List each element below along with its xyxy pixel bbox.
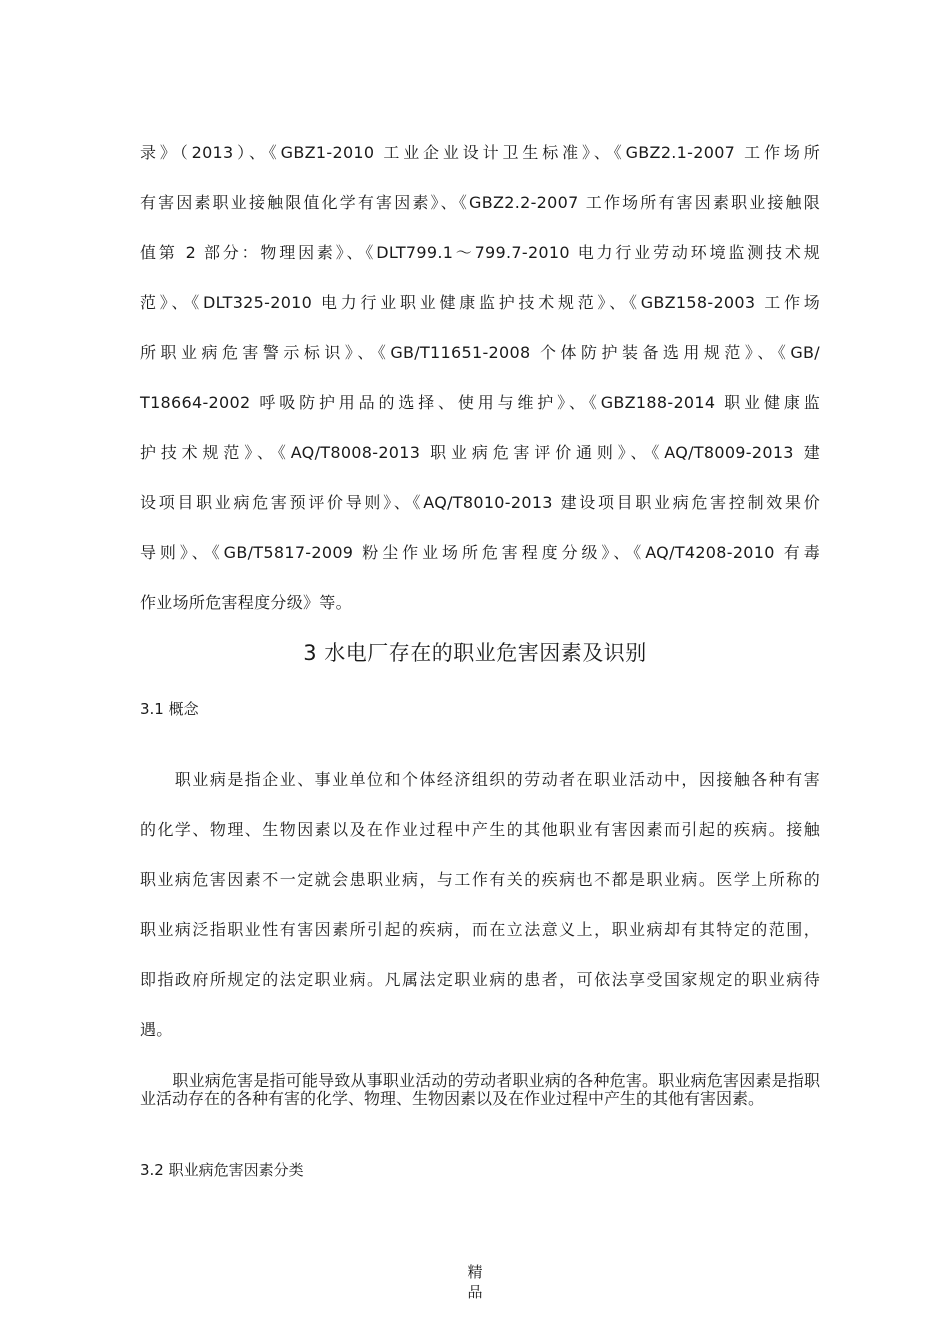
reference-line: 范》、《DLT325-2010 电力行业职业健康监护技术规范》、《GBZ158-2003 工作场 xyxy=(140,293,820,312)
reference-line: 导则》、《GB/T5817-2009 粉尘作业场所危害程度分级》、《AQ/T4208-2010 有毒 xyxy=(140,543,820,562)
subsection-title: 3.1 概念 xyxy=(140,700,199,718)
paragraph-line: 职业病是指企业、事业单位和个体经济组织的劳动者在职业活动中，因接触各种有害 xyxy=(140,770,820,789)
subsection-title: 3.2 职业病危害因素分类 xyxy=(140,1161,304,1179)
paragraph-line: 职业病泛指职业性有害因素所引起的疾病，而在立法意义上，职业病却有其特定的范围， xyxy=(140,920,820,939)
paragraph-line: 的化学、物理、生物因素以及在作业过程中产生的其他职业有害因素而引起的疾病。接触 xyxy=(140,820,820,839)
page-footer xyxy=(0,1262,950,1302)
footer-char: 精 xyxy=(467,1263,483,1281)
reference-line: 作业场所危害程度分级》等。 xyxy=(140,593,352,612)
section-heading: 3 水电厂存在的职业危害因素及识别 xyxy=(303,641,647,665)
paragraph-line: 遇。 xyxy=(140,1020,173,1039)
reference-line: 有害因素职业接触限值化学有害因素》、《GBZ2.2-2007 工作场所有害因素职业接触限 xyxy=(140,193,820,212)
footer-char: 品 xyxy=(467,1283,483,1301)
paragraph-line: 职业病危害因素不一定就会患职业病，与工作有关的疾病也不都是职业病。医学上所称的 xyxy=(140,870,820,889)
paragraph-line: 即指政府所规定的法定职业病。凡属法定职业病的患者，可依法享受国家规定的职业病待 xyxy=(140,970,820,989)
reference-line: 设项目职业病危害预评价导则》、《AQ/T8010-2013 建设项目职业病危害控制效果价 xyxy=(140,493,820,512)
hazard-paragraph: 职业病危害是指可能导致从事职业活动的劳动者职业病的各种危害。职业病危害因素是指职业活动存在的各种有害的化学、物理、生物因素以及在作业过程中产生的其他有害因素。 xyxy=(140,1071,820,1108)
reference-line: 值第 2 部分：物理因素》、《DLT799.1～799.7-2010 电力行业劳动环境监测技术规 xyxy=(140,243,820,262)
reference-line: T18664-2002 呼吸防护用品的选择、使用与维护》、《GBZ188-2014 职业健康监 xyxy=(140,393,820,412)
reference-line: 护技术规范》、《AQ/T8008-2013 职业病危害评价通则》、《AQ/T8009-2013 建 xyxy=(140,443,820,462)
reference-line: 录》（2013）、《GBZ1-2010 工业企业设计卫生标准》、《GBZ2.1-2007 工作场所 xyxy=(140,143,820,162)
reference-line: 所职业病危害警示标识》、《GB/T11651-2008 个体防护装备选用规范》、《GB/ xyxy=(140,343,820,362)
